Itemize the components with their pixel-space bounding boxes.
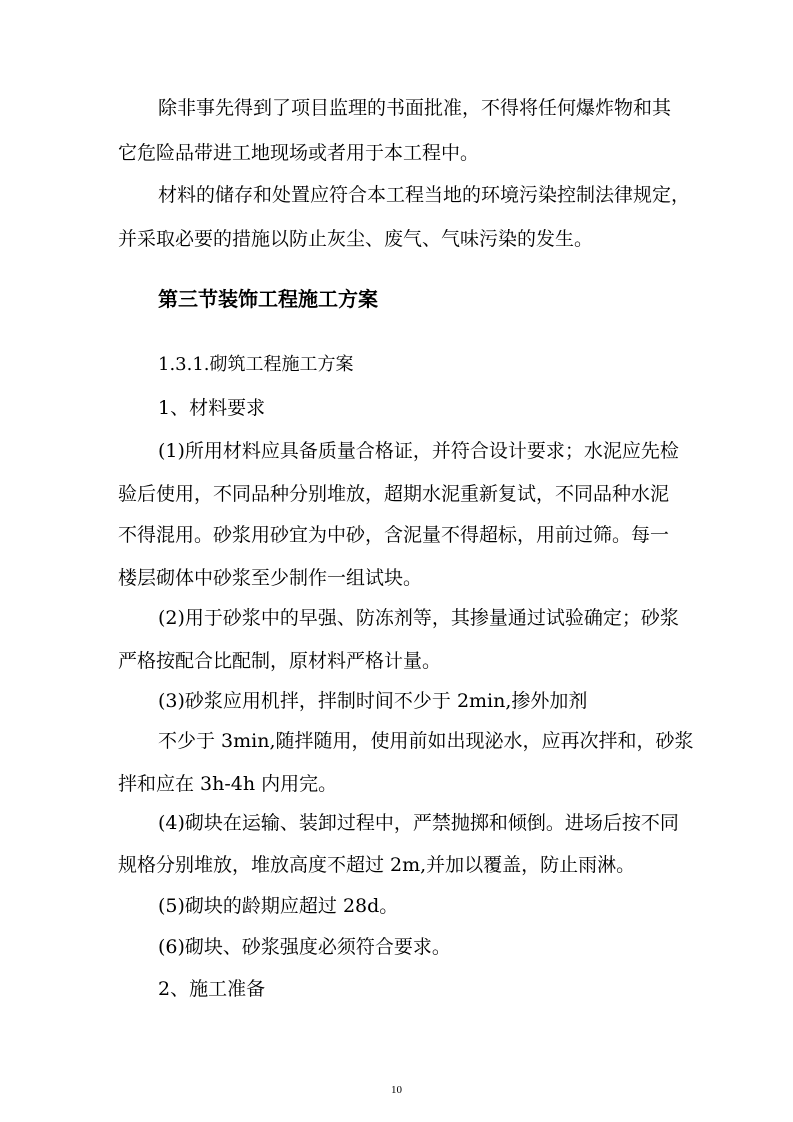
paragraph-line: (3)砂浆应用机拌，拌制时间不少于 2min,掺外加剂 (158, 690, 588, 712)
paragraph-line: (1)所用材料应具备质量合格证，并符合设计要求；水泥应先检 (158, 440, 679, 462)
paragraph-line: 并采取必要的措施以防止灰尘、废气、气味污染的发生。 (118, 228, 594, 250)
paragraph-line: 它危险品带进工地现场或者用于本工程中。 (118, 142, 480, 164)
item-title: 1、材料要求 (158, 397, 266, 419)
paragraph-line: (4)砌块在运输、装卸过程中，严禁抛掷和倾倒。进场后按不同 (158, 812, 679, 834)
paragraph-line: 材料的储存和处置应符合本工程当地的环境污染控制法律规定， (158, 184, 691, 206)
paragraph-line: 严格按配合比配制，原材料严格计量。 (118, 650, 442, 672)
paragraph-line: 除非事先得到了项目监理的书面批准，不得将任何爆炸物和其 (158, 97, 672, 119)
paragraph-line: 规格分别堆放，堆放高度不超过 2m,并加以覆盖，防止雨淋。 (118, 854, 636, 876)
paragraph-line: 验后使用，不同品种分别堆放，超期水泥重新复试，不同品种水泥 (118, 483, 670, 505)
paragraph-line: 不少于 3min,随拌随用，使用前如出现泌水，应再次拌和，砂浆 (158, 730, 694, 752)
paragraph-line: (5)砌块的龄期应超过 28d。 (158, 895, 399, 917)
subsection-title: 1.3.1.砌筑工程施工方案 (158, 354, 354, 375)
page-number: 10 (391, 1084, 402, 1096)
paragraph-line: 楼层砌体中砂浆至少制作一组试块。 (118, 567, 423, 589)
section-heading: 第三节装饰工程施工方案 (158, 287, 378, 311)
paragraph-line: (2)用于砂浆中的早强、防冻剂等，其掺量通过试验确定；砂浆 (158, 607, 679, 629)
paragraph-line: 不得混用。砂浆用砂宜为中砂，含泥量不得超标，用前过筛。每一 (118, 524, 670, 546)
paragraph-line: 拌和应在 3h-4h 内用完。 (118, 773, 338, 795)
paragraph-line: (6)砌块、砂浆强度必须符合要求。 (158, 936, 451, 958)
item-title: 2、施工准备 (158, 978, 266, 1000)
